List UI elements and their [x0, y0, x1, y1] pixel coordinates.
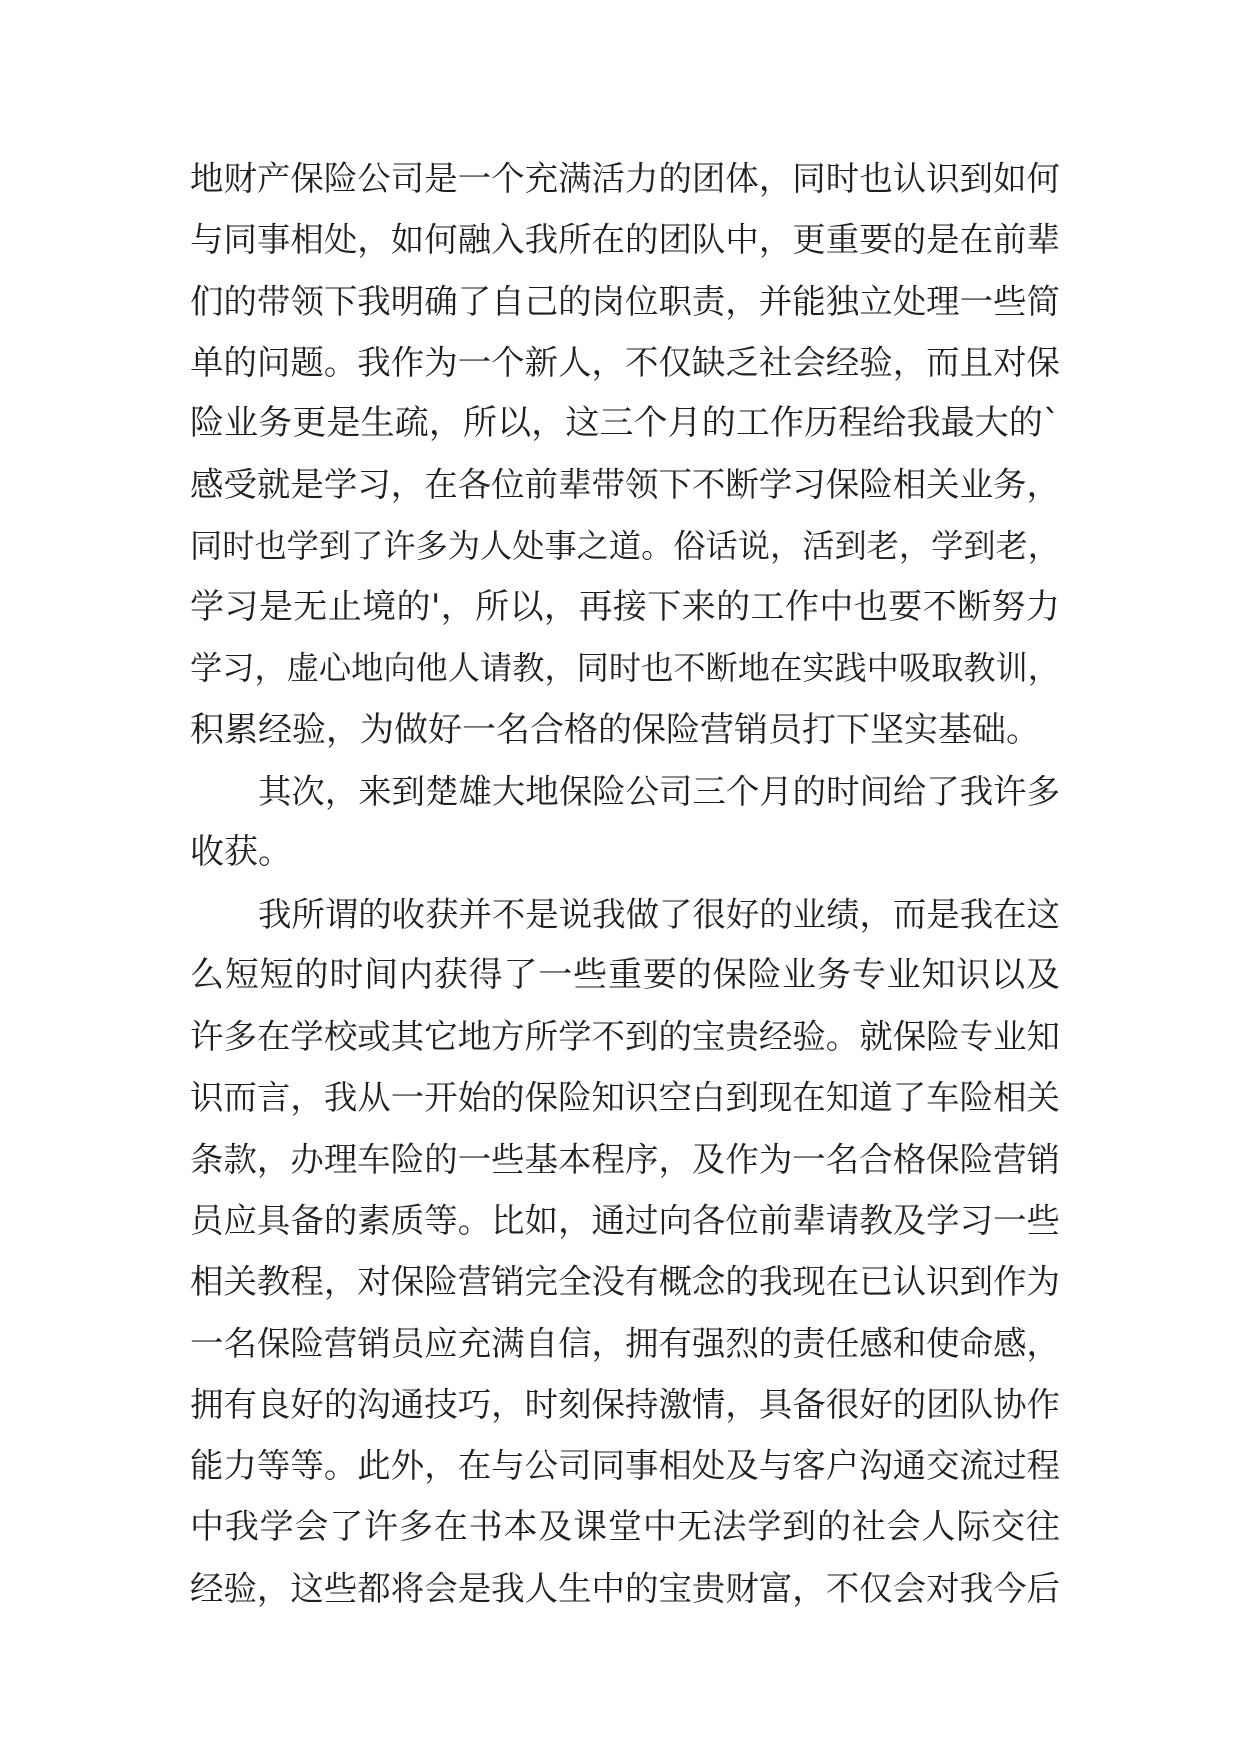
text-line: 其次，来到楚雄大地保险公司三个月的时间给了我许多: [258, 771, 1060, 811]
text-line: 积累经验，为做好一名合格的保险营销员打下坚实基础。: [190, 709, 1040, 750]
text-line: 员应具备的素质等。比如，通过向各位前辈请教及学习一些: [190, 1201, 1060, 1241]
text-line: 中我学会了许多在书本及课堂中无法学到的社会人际交往: [190, 1506, 1060, 1547]
text-line: 许多在学校或其它地方所学不到的宝贵经验。就保险专业知: [190, 1017, 1060, 1057]
text-line: 与同事相处，如何融入我所在的团队中，更重要的是在前辈: [190, 220, 1060, 260]
text-line: 地财产保险公司是一个充满活力的团体，同时也认识到如何: [190, 159, 1060, 198]
text-line: 拥有良好的沟通技巧，时刻保持激情，具备很好的团队协作: [190, 1384, 1060, 1424]
text-line: 么短短的时间内获得了一些重要的保险业务专业知识以及: [190, 954, 1060, 995]
text-line: 我所谓的收获并不是说我做了很好的业绩，而是我在这: [258, 894, 1060, 934]
text-line: 同时也学到了许多为人处事之道。俗话说，活到老，学到老，: [190, 526, 1060, 565]
text-line: 能力等等。此外，在与公司同事相处及与客户沟通交流过程: [190, 1446, 1060, 1486]
text-line: 感受就是学习，在各位前辈带领下不断学习保险相关业务，: [190, 465, 1060, 505]
text-line: 学习，虚心地向他人请教，同时也不断地在实践中吸取教训，: [190, 649, 1060, 688]
text-line: 单的问题。我作为一个新人，不仅缺乏社会经验，而且对保: [190, 342, 1060, 382]
text-line: 一名保险营销员应充满自信，拥有强烈的责任感和使命感，: [190, 1323, 1060, 1363]
document-body: [190, 148, 1060, 1619]
text-line: 相关教程，对保险营销完全没有概念的我现在已认识到作为: [190, 1262, 1060, 1302]
text-line: 学习是无止境的'，所以，再接下来的工作中也要不断努力: [190, 587, 1060, 628]
text-line: 们的带领下我明确了自己的岗位职责，并能独立处理一些简: [190, 281, 1060, 321]
text-line: 险业务更是生疏，所以，这三个月的工作历程给我最大的`: [190, 403, 1060, 444]
text-line: 条款，办理车险的一些基本程序，及作为一名合格保险营销: [190, 1139, 1060, 1179]
text-line: 经验，这些都将会是我人生中的宝贵财富，不仅会对我今后: [190, 1568, 1060, 1608]
text-line: 识而言，我从一开始的保险知识空白到现在知道了车险相关: [190, 1078, 1060, 1118]
text-line: 收获。: [190, 832, 292, 873]
